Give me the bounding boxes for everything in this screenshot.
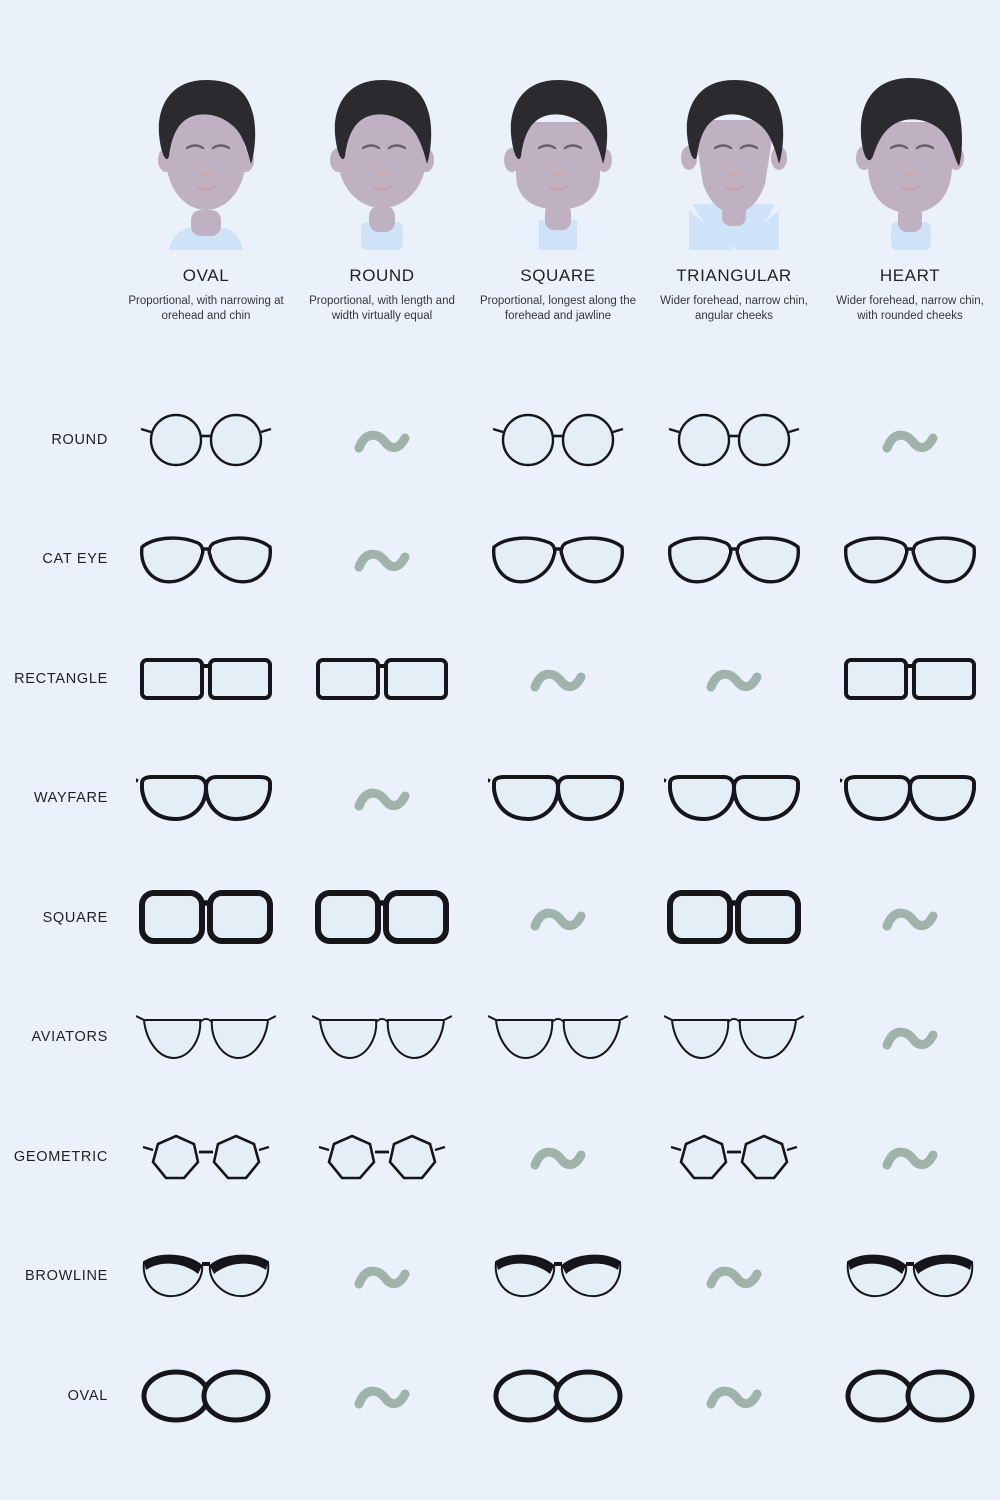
- cell-aviator-round: [294, 978, 470, 1098]
- frame-row-square: [0, 858, 1000, 978]
- face-column-round: [294, 60, 470, 324]
- frame-row-cat-eye: [0, 500, 1000, 620]
- frame-row-label: OVAL: [67, 1387, 108, 1404]
- cell-wayfare-oval: [118, 739, 294, 859]
- cell-rectangle-triangular: [646, 619, 822, 739]
- cell-oval-round: [294, 1336, 470, 1456]
- cell-wayfare-triangular: [646, 739, 822, 859]
- cell-geometric-round: [294, 1097, 470, 1217]
- frame-row-geometric: [0, 1097, 1000, 1217]
- frame-row-label: WAYFARE: [33, 790, 108, 807]
- cell-browline-oval: [118, 1217, 294, 1337]
- face-column-heart: [822, 60, 998, 324]
- cell-square-heart: [822, 858, 998, 978]
- frame-row-oval: [0, 1336, 1000, 1456]
- cell-square-oval: [118, 858, 294, 978]
- frame-matrix: [0, 380, 1000, 1456]
- cell-aviator-square: [470, 978, 646, 1098]
- face-column-description: Proportional, with narrowing at orehead and chin: [128, 295, 284, 322]
- cell-rectangle-round: [294, 619, 470, 739]
- cell-round-triangular: [646, 380, 822, 500]
- cell-cateye-oval: [118, 500, 294, 620]
- cell-aviator-heart: [822, 978, 998, 1098]
- frame-row-label: GEOMETRIC: [13, 1148, 108, 1165]
- frame-row-browline: [0, 1217, 1000, 1337]
- frame-row-label: CAT EYE: [42, 551, 108, 568]
- face-illustration-round: [307, 60, 457, 250]
- cell-oval-triangular: [646, 1336, 822, 1456]
- frame-row-wayfare: [0, 739, 1000, 859]
- cell-aviator-oval: [118, 978, 294, 1098]
- face-column-square: [470, 60, 646, 324]
- face-column-label: OVAL: [182, 266, 230, 285]
- cell-aviator-triangular: [646, 978, 822, 1098]
- cell-rectangle-oval: [118, 619, 294, 739]
- cell-cateye-heart: [822, 500, 998, 620]
- face-illustration-triangular: [659, 60, 809, 250]
- cell-round-oval: [118, 380, 294, 500]
- frame-row-round: [0, 380, 1000, 500]
- cell-geometric-heart: [822, 1097, 998, 1217]
- frame-row-label: BROWLINE: [25, 1268, 108, 1285]
- cell-oval-oval: [118, 1336, 294, 1456]
- cell-browline-round: [294, 1217, 470, 1337]
- face-column-triangular: [646, 60, 822, 324]
- cell-geometric-square: [470, 1097, 646, 1217]
- cell-browline-square: [470, 1217, 646, 1337]
- cell-oval-square: [470, 1336, 646, 1456]
- frame-row-label: ROUND: [51, 431, 108, 448]
- cell-geometric-oval: [118, 1097, 294, 1217]
- cell-rectangle-square: [470, 619, 646, 739]
- cell-wayfare-heart: [822, 739, 998, 859]
- cell-round-heart: [822, 380, 998, 500]
- frame-row-label: AVIATORS: [31, 1029, 108, 1046]
- cell-cateye-square: [470, 500, 646, 620]
- cell-square-square: [470, 858, 646, 978]
- cell-cateye-round: [294, 500, 470, 620]
- cell-browline-triangular: [646, 1217, 822, 1337]
- face-column-label: SQUARE: [520, 266, 596, 285]
- cell-cateye-triangular: [646, 500, 822, 620]
- cell-round-square: [470, 380, 646, 500]
- cell-geometric-triangular: [646, 1097, 822, 1217]
- frame-row-label: SQUARE: [42, 909, 108, 926]
- face-illustration-oval: [131, 60, 281, 250]
- cell-oval-heart: [822, 1336, 998, 1456]
- face-column-label: ROUND: [349, 266, 415, 285]
- frame-row-aviators: [0, 978, 1000, 1098]
- cell-square-triangular: [646, 858, 822, 978]
- cell-round-round: [294, 380, 470, 500]
- face-column-description: Wider forehead, narrow chin, with rounded cheeks: [836, 295, 984, 322]
- face-column-description: Wider forehead, narrow chin, angular cheeks: [660, 295, 808, 322]
- cell-rectangle-heart: [822, 619, 998, 739]
- face-column-description: Proportional, with length and width virtually equal: [309, 295, 455, 322]
- face-column-description: Proportional, longest along the forehead and jawline: [480, 295, 636, 322]
- face-illustration-heart: [835, 60, 985, 250]
- face-column-label: TRIANGULAR: [676, 266, 792, 285]
- face-illustration-square: [483, 60, 633, 250]
- cell-browline-heart: [822, 1217, 998, 1337]
- frame-row-label: RECTANGLE: [14, 670, 108, 687]
- face-column-label: HEART: [879, 266, 941, 285]
- face-column-oval: [118, 60, 294, 324]
- frame-row-rectangle: [0, 619, 1000, 739]
- cell-wayfare-square: [470, 739, 646, 859]
- cell-wayfare-round: [294, 739, 470, 859]
- cell-square-round: [294, 858, 470, 978]
- face-shape-header-row: [118, 60, 998, 324]
